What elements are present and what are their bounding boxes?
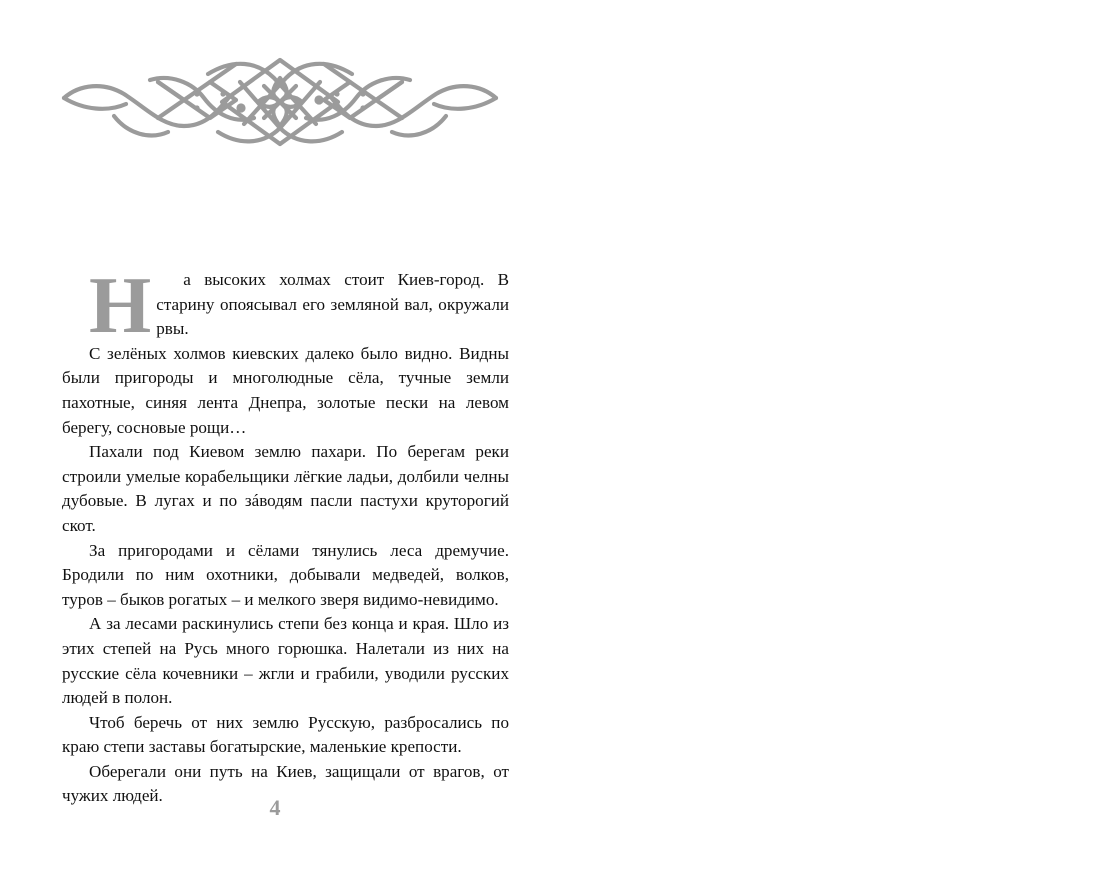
- paragraph: [62, 262, 509, 350]
- paragraph: Пахали под Киевом землю пахари. По берегам реки строили умелые корабельщики лёгкие ладьи, долбили челны дубовые. В лугах и по зáводям пасли пастухи круторогий скот.: [62, 442, 509, 535]
- paragraph: Оберегали они путь на Киев, защищали от врагов, от чужих людей.: [62, 761, 509, 806]
- paragraph: Чтоб беречь от них землю Русскую, разбросались по краю степи заставы богатырские, маленькие крепости.: [62, 712, 509, 757]
- left-page: [0, 0, 550, 873]
- paragraph-text: а высоких холмах стоит Киев-город. В старину опоясывал его земляной вал, окружали рвы.: [156, 270, 509, 339]
- interlaced-knot-ornament: [58, 52, 503, 152]
- drop-cap: Н: [89, 262, 151, 350]
- right-page: [550, 0, 1100, 873]
- paragraph: А за лесами раскинулись степи без конца и края. Шло из этих степей на Русь много горюшка. Налетали из них на русские сёла кочевники – жгли и грабили, уводили русских людей в полон.: [62, 614, 509, 708]
- paragraph: За пригородами и сёлами тянулись леса дремучие. Бродили по ним охотники, добывали медведей, волков, туров – быков рогатых – и мелкого зверя видимо-невидимо.: [62, 540, 509, 609]
- left-page-text-column: [62, 262, 509, 809]
- page-number-left: 4: [269, 795, 281, 820]
- paragraph: С зелёных холмов киевских далеко было видно. Видны были пригороды и многолюдные сёла, тучные земли пахотные, синяя лента Днепра, золотые пески на левом берегу, сосновые рощи…: [62, 343, 509, 437]
